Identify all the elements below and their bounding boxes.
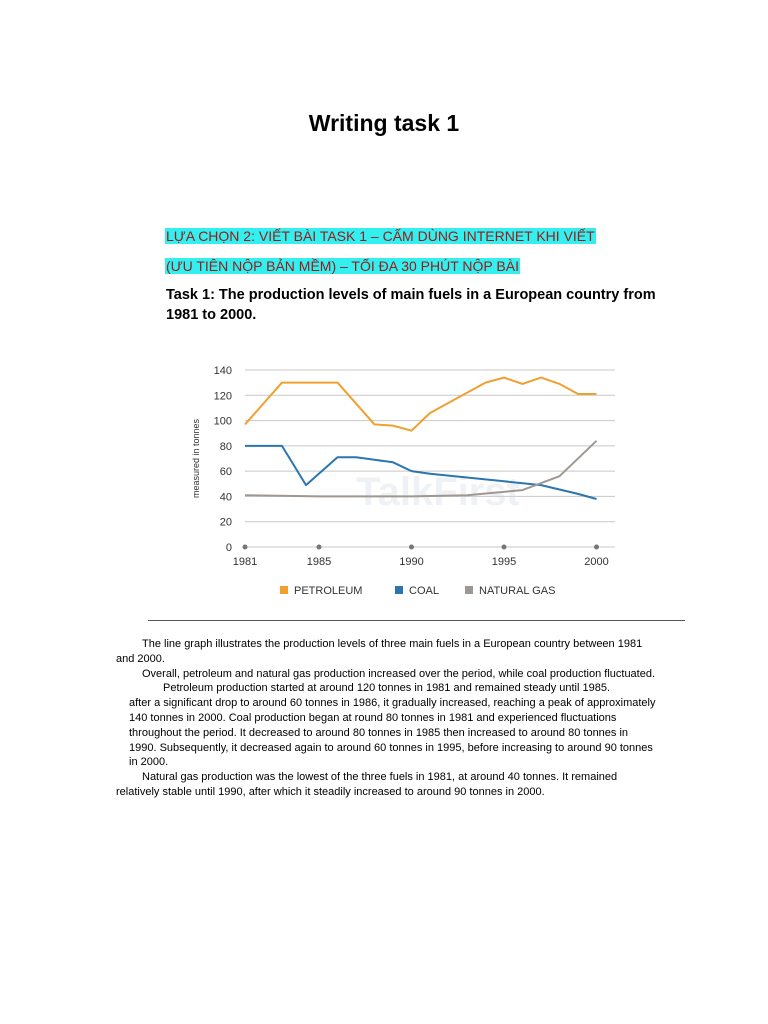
essay-overview: Overall, petroleum and natural gas production increased over the period, while coal production fluctuated. xyxy=(142,667,656,680)
highlight-line-1: LỰA CHỌN 2: VIẾT BÀI TASK 1 – CẤM DÙNG INTERNET KHI VIẾT xyxy=(166,228,595,244)
divider-line xyxy=(148,620,685,621)
legend-swatch xyxy=(395,586,403,594)
essay-intro: The line graph illustrates the production levels of three main fuels in a European country between 1981 and 2000. xyxy=(116,638,643,665)
task-heading: Task 1: The production levels of main fuels in a European country from 1981 to 2000. xyxy=(166,287,656,323)
essay-body1-rest: after a significant drop to around 60 tonnes in 1986, it gradually increased, reaching a peak of approximately 140 tonnes in 2000. Coal production began at round 80 tonnes in 1981 and experienced fluctuations throughout the period. It decreased to around 80 tonnes in 1985 then increased to around 80 tonnes in 1990. Subsequently, it decreased again to around 60 tonnes in 1995, before increasing to around 90 tonnes in 2000. xyxy=(129,697,656,769)
legend-label: NATURAL GAS xyxy=(479,585,556,597)
x-tick-dot xyxy=(594,545,599,550)
y-tick-label: 140 xyxy=(213,365,232,377)
essay-body2: Natural gas production was the lowest of the three fuels in 1981, at around 40 tonnes. It remained relatively stable until 1990, after which it steadily increased to around 90 tonnes in 2000. xyxy=(116,771,618,798)
x-tick-label: 1990 xyxy=(399,556,424,568)
legend-swatch xyxy=(280,586,288,594)
line-chart xyxy=(180,355,630,610)
legend-label: COAL xyxy=(409,585,439,597)
x-tick-label: 2000 xyxy=(584,556,609,568)
document-title: Writing task 1 xyxy=(308,110,460,136)
y-tick-label: 80 xyxy=(219,440,232,453)
legend-label: PETROLEUM xyxy=(294,585,363,597)
x-tick-dot xyxy=(502,545,507,550)
y-tick-label: 100 xyxy=(213,415,232,428)
highlight-line-2: (ƯU TIÊN NỘP BẢN MỀM) – TỐI ĐA 30 PHÚT NỘP BÀI xyxy=(166,258,519,274)
x-tick-label: 1981 xyxy=(232,556,258,568)
y-tick-label: 40 xyxy=(219,491,232,504)
essay-body1-start: Petroleum production started at around 120 tonnes in 1981 and remained steady until 1985. xyxy=(163,682,611,695)
watermark-text: TalkFirst xyxy=(356,470,520,514)
x-tick-label: 1995 xyxy=(491,556,517,568)
y-tick-label: 60 xyxy=(219,466,232,479)
x-tick-dot xyxy=(243,545,248,550)
series-line-petroleum xyxy=(245,378,597,431)
legend-swatch xyxy=(465,586,473,594)
x-tick-dot xyxy=(317,545,322,550)
y-tick-label: 120 xyxy=(213,390,232,403)
x-tick-dot xyxy=(409,545,414,550)
x-tick-label: 1985 xyxy=(306,556,332,568)
y-axis-label: measured in tonnes xyxy=(191,418,201,499)
y-tick-label: 0 xyxy=(225,542,232,554)
y-tick-label: 20 xyxy=(219,516,232,529)
essay-body xyxy=(116,637,656,800)
